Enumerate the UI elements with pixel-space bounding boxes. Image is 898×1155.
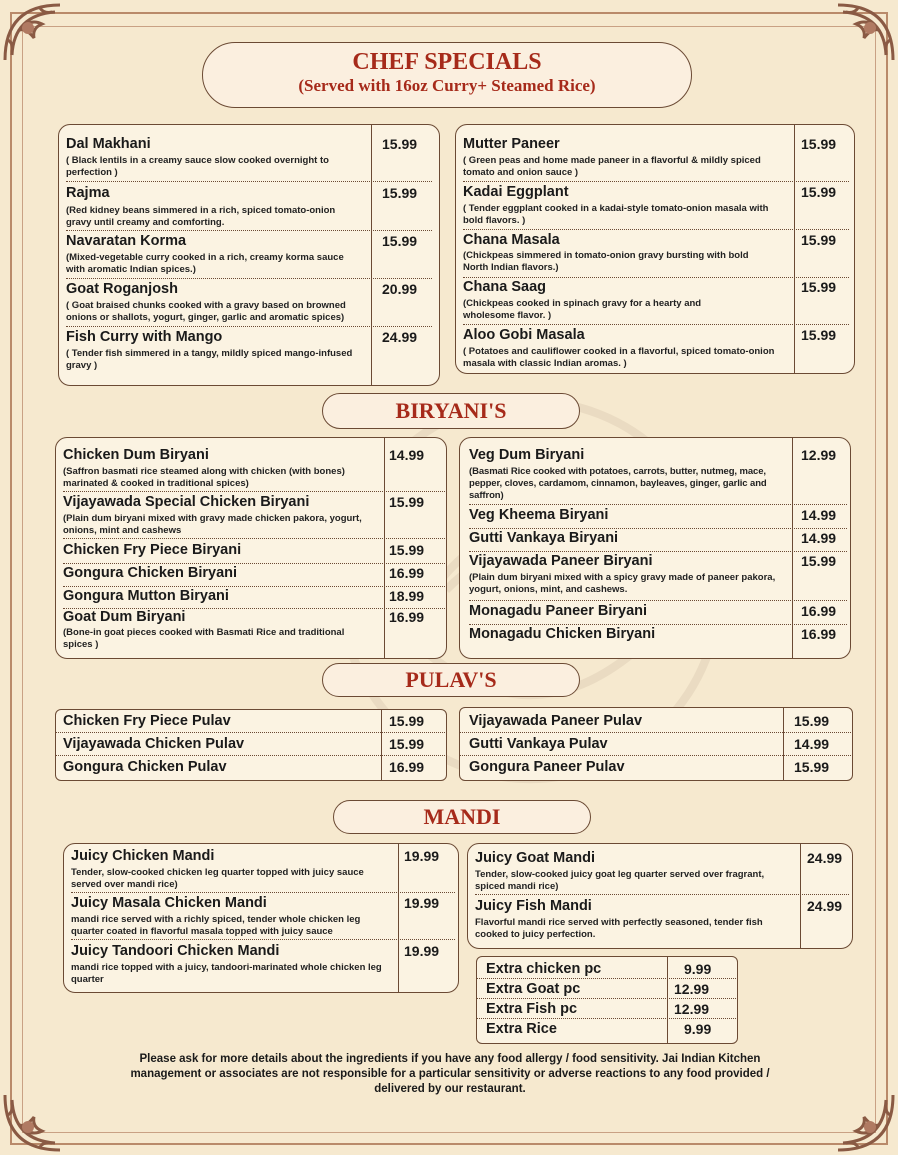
pulav-left-rows [55,710,447,780]
item-description: (Chickpeas cooked in spinach gravy for a hearty and wholesome flavor. ) [463,298,702,321]
menu-item [63,588,445,609]
item-price: 15.99 [801,184,837,200]
menu-item [66,185,432,231]
item-name: Juicy Masala Chicken Mandi [71,895,267,911]
item-price: 19.99 [404,895,440,911]
item-price: 15.99 [794,759,830,775]
item-description: (Plain dum biryani mixed with a spicy gravy made of paneer pakora, yogurt, onions, mint, and cashews. [469,572,776,595]
menu-item [476,1019,738,1039]
corner-ornament-icon [828,0,898,70]
item-price: 15.99 [801,327,837,343]
item-name: Gongura Chicken Biryani [63,565,238,581]
item-price: 15.99 [382,136,418,152]
item-price: 20.99 [382,281,418,297]
item-name: Goat Dum Biryani [63,609,186,625]
menu-item [63,542,445,564]
item-name: Chicken Fry Piece Biryani [63,542,242,558]
mandi-banner [333,800,591,834]
menu-item [71,848,455,893]
item-name: Dal Makhani [66,136,151,152]
menu-item [55,733,447,756]
item-price: 24.99 [807,898,843,914]
section-subtitle: (Served with 16oz Curry+ Steamed Rice) [298,76,596,95]
item-description: ( Goat braised chunks cooked with a gravy based on browned onions or shallots, yogurt, ginger, garlic and aromatic spices) [66,300,346,323]
menu-item [463,136,849,182]
menu-item [475,898,849,943]
item-price: 16.99 [389,759,425,775]
item-name: Gutti Vankaya Pulav [469,736,608,752]
item-description: Tender, slow-cooked chicken leg quarter topped with juicy sauce served over mandi rice) [71,867,364,890]
item-name: Gongura Chicken Pulav [63,759,227,775]
item-price: 15.99 [794,713,830,729]
item-price: 14.99 [801,507,837,523]
item-name: Vijayawada Chicken Pulav [63,736,245,752]
item-name: Extra Rice [486,1021,557,1037]
menu-item [71,895,455,940]
allergy-disclaimer: Please ask for more details about the ingredients if you have any food allergy / food sensitivity. Jai Indian Kitchen management or associates are not responsible for a particular sensitivity or adverse reactions to any food provided / delivered by our restaurant. [130,1053,770,1095]
item-name: Rajma [66,185,110,201]
item-name: Vijayawada Paneer Pulav [469,713,643,729]
item-price: 12.99 [801,447,837,463]
item-price: 14.99 [801,530,837,546]
item-price: 15.99 [801,279,837,295]
menu-item [469,626,847,648]
item-name: Vijayawada Special Chicken Biryani [63,494,310,510]
item-price: 16.99 [389,609,425,625]
item-price: 16.99 [389,565,425,581]
item-name: Monagadu Paneer Biryani [469,603,648,619]
item-description: ( Black lentils in a creamy sauce slow cooked overnight to perfection ) [66,155,329,178]
item-price: 24.99 [382,329,418,345]
menu-item [463,279,849,325]
menu-item [476,979,738,999]
section-title: BIRYANI'S [395,398,507,423]
item-name: Goat Roganjosh [66,281,178,297]
menu-item [66,329,432,375]
item-description: (Basmati Rice cooked with potatoes, carrots, butter, nutmeg, mace, pepper, cloves, cardamom, cinnamon, bayleaves, ginger, garlic and saffron) [469,466,767,501]
item-description: mandi rice served with a richly spiced, tender whole chicken leg quarter coated in flavorful masala topped with juicy sauce [71,914,361,937]
biryanis-banner [322,393,580,429]
item-price: 15.99 [382,233,418,249]
item-name: Veg Kheema Biryani [469,507,609,523]
section-title: CHEF SPECIALS [352,49,542,75]
item-price: 15.99 [801,232,837,248]
item-name: Chana Saag [463,279,546,295]
item-description: (Mixed-vegetable curry cooked in a rich, creamy korma sauce with aromatic Indian spices.) [66,252,344,275]
menu-item [66,136,432,182]
item-price: 15.99 [801,553,837,569]
item-name: Kadai Eggplant [463,184,569,200]
item-price: 19.99 [404,943,440,959]
menu-item [476,959,738,979]
item-description: (Bone-in goat pieces cooked with Basmati Rice and traditional spices ) [63,627,345,650]
menu-item [55,710,447,733]
item-description: ( Potatoes and cauliflower cooked in a flavorful, spiced tomato-onion masala with classic Indian aromas. ) [463,346,775,369]
item-name: Mutter Paneer [463,136,560,152]
menu-item [66,233,432,279]
item-description: Tender, slow-cooked juicy goat leg quarter served over fragrant, spiced mandi rice) [475,869,765,892]
menu-item [469,530,847,552]
item-name: Juicy Chicken Mandi [71,848,215,864]
menu-item [463,232,849,278]
item-name: Extra chicken pc [486,961,602,977]
item-price: 12.99 [674,1001,710,1017]
item-name: Aloo Gobi Masala [463,327,585,343]
menu-item [55,756,447,779]
corner-ornament-icon [0,1085,70,1155]
item-price: 16.99 [801,603,837,619]
item-name: Chana Masala [463,232,560,248]
item-price: 15.99 [389,494,425,510]
item-description: ( Tender fish simmered in a tangy, mildly spiced mango-infused gravy ) [66,348,353,371]
item-name: Juicy Tandoori Chicken Mandi [71,943,280,959]
menu-item [469,447,847,505]
item-name: Extra Goat pc [486,981,581,997]
item-description: (Saffron basmati rice steamed along with chicken (with bones) marinated & cooked in traditional spices) [63,466,345,489]
item-name: Chicken Fry Piece Pulav [63,713,231,729]
menu-item [66,281,432,327]
pulav-right-rows [459,710,853,780]
item-description: (Red kidney beans simmered in a rich, spiced tomato-onion gravy until creamy and comforting. [66,205,336,228]
item-price: 9.99 [684,961,712,977]
item-name: Gutti Vankaya Biryani [469,530,619,546]
menu-item [63,565,445,587]
item-name: Monagadu Chicken Biryani [469,626,656,642]
item-name: Vijayawada Paneer Biryani [469,553,653,569]
item-price: 14.99 [389,447,425,463]
corner-ornament-icon [0,0,70,70]
item-price: 15.99 [389,736,425,752]
menu-item [71,943,455,988]
item-description: mandi rice topped with a juicy, tandoori-marinated whole chicken leg quarter [71,962,382,985]
item-name: Veg Dum Biryani [469,447,585,463]
item-name: Extra Fish pc [486,1001,578,1017]
menu-item [63,609,445,653]
item-price: 18.99 [389,588,425,604]
menu-item [469,553,847,601]
item-name: Juicy Fish Mandi [475,898,592,914]
item-name: Fish Curry with Mango [66,329,223,345]
menu-item [469,507,847,529]
menu-item [463,327,849,371]
item-description: (Plain dum biryani mixed with gravy made chicken pakora, yogurt, onions, mint and cashews [63,513,362,536]
menu-item [476,999,738,1019]
item-price: 12.99 [674,981,710,997]
section-title: MANDI [423,804,501,829]
menu-item [463,184,849,230]
section-title: PULAV'S [405,667,497,692]
item-price: 24.99 [807,850,843,866]
menu-item [63,447,445,492]
item-name: Juicy Goat Mandi [475,850,596,866]
menu-item [469,603,847,625]
item-name: Chicken Dum Biryani [63,447,209,463]
menu-item [475,850,849,895]
item-name: Gongura Paneer Pulav [469,759,625,775]
item-price: 16.99 [801,626,837,642]
item-name: Gongura Mutton Biryani [63,588,229,604]
item-price: 15.99 [382,185,418,201]
item-description: Flavorful mandi rice served with perfectly seasoned, tender fish cooked to juicy perfection. [475,917,763,940]
menu-item [459,756,853,779]
item-price: 14.99 [794,736,830,752]
item-price: 15.99 [389,713,425,729]
menu-item [459,710,853,733]
item-price: 19.99 [404,848,440,864]
menu-item [459,733,853,756]
item-name: Navaratan Korma [66,233,187,249]
extras-rows [476,959,738,1043]
item-price: 15.99 [389,542,425,558]
item-description: ( Green peas and home made paneer in a flavorful & mildly spiced tomato and onion sauce ) [463,155,761,178]
corner-ornament-icon [828,1085,898,1155]
item-description: ( Tender eggplant cooked in a kadai-style tomato-onion masala with bold flavors. ) [463,203,769,226]
chef-specials-banner [202,42,692,108]
item-price: 15.99 [801,136,837,152]
item-description: (Chickpeas simmered in tomato-onion gravy bursting with bold North Indian flavors.) [463,250,749,273]
pulavs-banner [322,663,580,697]
item-price: 9.99 [684,1021,712,1037]
menu-item [63,494,445,539]
